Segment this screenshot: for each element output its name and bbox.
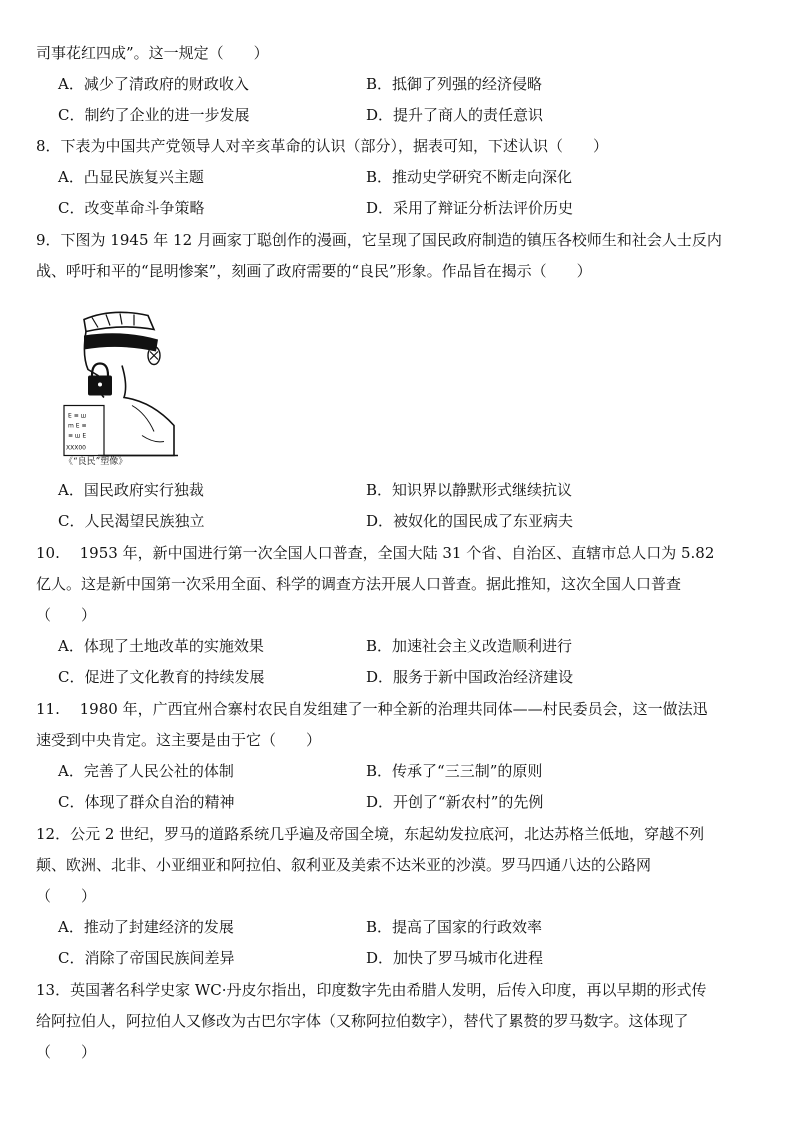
svg-text:≡ ш E: ≡ ш E bbox=[68, 432, 87, 440]
q8-stem: 8．下表为中国共产党领导人对辛亥革命的认识（部分），据表可知，下述认识（ ） bbox=[36, 137, 609, 155]
q12-stem-line3: （ ） bbox=[36, 887, 97, 905]
q11-option-d[interactable]: D．开创了“新农村”的先例 bbox=[366, 793, 544, 811]
q8-option-c[interactable]: C．改变革命斗争策略 bbox=[58, 199, 205, 217]
q12-option-d[interactable]: D．加快了罗马城市化进程 bbox=[366, 949, 544, 967]
figure-caption: 《“良民”塑像》 bbox=[64, 457, 128, 467]
q11-option-a[interactable]: A．完善了人民公社的体制 bbox=[58, 762, 234, 780]
q11-stem-line1: 11. 1980 年，广西宜州合寨村农民自发组建了一种全新的治理共同体——村民委员会，这一做法迅 bbox=[36, 700, 708, 718]
q8-option-b[interactable]: B．推动史学研究不断走向深化 bbox=[366, 168, 573, 186]
q9-option-a[interactable]: A．国民政府实行独裁 bbox=[58, 481, 204, 499]
svg-text:XXX00: XXX00 bbox=[66, 444, 86, 452]
q12-stem-line2: 颠、欧洲、北非、小亚细亚和阿拉伯、叙利亚及美索不达米亚的沙漠。罗马四通八达的公路网 bbox=[36, 856, 652, 874]
q9-option-c[interactable]: C．人民渴望民族独立 bbox=[58, 512, 205, 530]
q10-stem-line2: 亿人。这是新中国第一次采用全面、科学的调查方法开展人口普查。据此推知，这次全国人口普查 bbox=[36, 575, 682, 593]
cartoon-liangmin-statue bbox=[62, 298, 182, 473]
q12-option-c[interactable]: C．消除了帝国民族间差异 bbox=[58, 949, 235, 967]
q12-option-b[interactable]: B．提高了国家的行政效率 bbox=[366, 918, 543, 936]
q12-stem-line1: 12．公元 2 世纪，罗马的道路系统几乎遍及帝国全境，东起幼发拉底河，北达苏格兰低地，穿越不列 bbox=[36, 825, 705, 843]
q10-stem-line1: 10. 1953 年，新中国进行第一次全国人口普查，全国大陆 31 个省、自治区、直辖市总人口为 5.82 bbox=[36, 544, 715, 562]
q10-option-c[interactable]: C．促进了文化教育的持续发展 bbox=[58, 668, 265, 686]
q7-option-c[interactable]: C．制约了企业的进一步发展 bbox=[58, 106, 250, 124]
q9-stem-line2: 战、呼吁和平的“昆明惨案”，刻画了政府需要的“良民”形象。作品旨在揭示（ ） bbox=[36, 262, 592, 280]
q8-option-a[interactable]: A．凸显民族复兴主题 bbox=[58, 168, 204, 186]
svg-text:E ≡ ш: E ≡ ш bbox=[68, 412, 87, 420]
q13-stem-line3: （ ） bbox=[36, 1043, 97, 1061]
q11-option-c[interactable]: C．体现了群众自治的精神 bbox=[58, 793, 235, 811]
q11-stem-line2: 速受到中央肯定。这主要是由于它（ ） bbox=[36, 731, 322, 749]
q7-option-a[interactable]: A．减少了清政府的财政收入 bbox=[58, 75, 249, 93]
q10-option-a[interactable]: A．体现了土地改革的实施效果 bbox=[58, 637, 264, 655]
svg-text:m E ≡: m E ≡ bbox=[68, 422, 87, 430]
q12-option-a[interactable]: A．推动了封建经济的发展 bbox=[58, 918, 234, 936]
q10-option-b[interactable]: B．加速社会主义改造顺利进行 bbox=[366, 637, 573, 655]
q9-option-b[interactable]: B．知识界以静默形式继续抗议 bbox=[366, 481, 573, 499]
q10-option-d[interactable]: D．服务于新中国政治经济建设 bbox=[366, 668, 574, 686]
q7-option-b[interactable]: B．抵御了列强的经济侵略 bbox=[366, 75, 543, 93]
q13-stem-line1: 13．英国著名科学史家 WC·丹皮尔指出，印度数字先由希腊人发明，后传入印度，再以早期的形式传 bbox=[36, 981, 707, 999]
q11-option-b[interactable]: B．传承了“三三制”的原则 bbox=[366, 762, 543, 780]
q13-stem-line2: 给阿拉伯人，阿拉伯人又修改为古巴尔字体（又称阿拉伯数字），替代了累赘的罗马数字。这体现了 bbox=[36, 1012, 689, 1030]
q7-option-d[interactable]: D．提升了商人的责任意识 bbox=[366, 106, 544, 124]
q8-option-d[interactable]: D．采用了辩证分析法评价历史 bbox=[366, 199, 574, 217]
q7-stem-tail: 司事花红四成”。这一规定（ ） bbox=[36, 44, 269, 62]
q10-stem-line3: （ ） bbox=[36, 606, 97, 624]
q9-stem-line1: 9．下图为 1945 年 12 月画家丁聪创作的漫画，它呈现了国民政府制造的镇压各校师生和社会人士反内 bbox=[36, 231, 722, 249]
q9-option-d[interactable]: D．被奴化的国民成了东亚病夫 bbox=[366, 512, 574, 530]
